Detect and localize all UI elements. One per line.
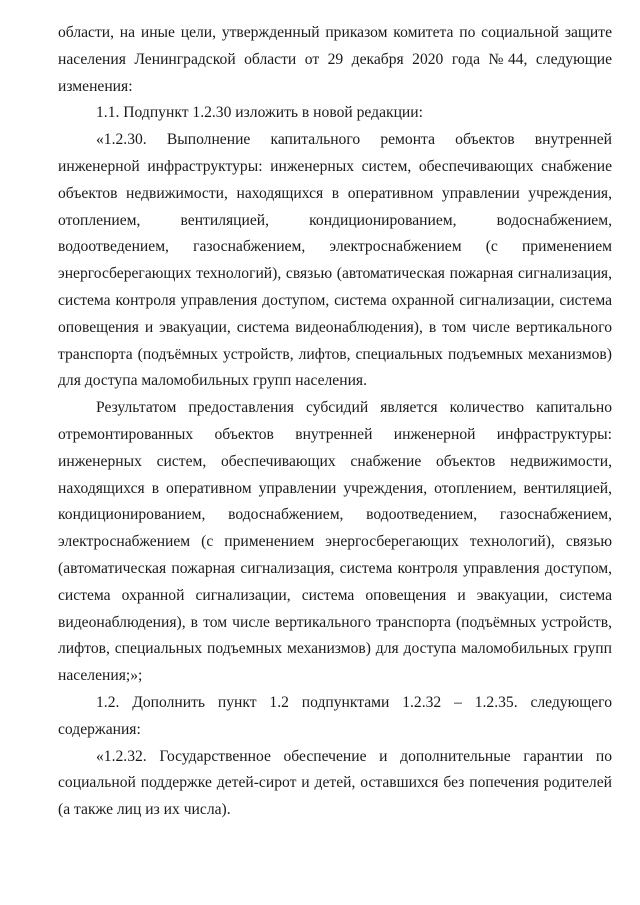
paragraph-item-1-2: 1.2. Дополнить пункт 1.2 подпунктами 1.2.32 – 1.2.35. следующего содержания: [58,693,612,738]
paragraph-item-1-1: 1.1. Подпункт 1.2.30 изложить в новой редакции: [96,104,423,122]
paragraph-subitem-1-2-30: «1.2.30. Выполнение капитального ремонта объектов внутренней инженерной инфраструктуры: инженерных систем, обеспечивающих снабжение объектов недвижимости, находящихся в оперативном управлении учреждения, отоплением, вентиляцией, кондиционированием, водоснабжением, водоотведением, газоснабжением, электроснабжением (с применением энергосберегающих технологий), связью (автоматическая пожарная сигнализация, система контроля управления доступом, система охранной сигнализации, система оповещения и эвакуации, система видеонаблюдения), в том числе вертикального транспорта (подъёмных устройств, лифтов, специальных подъемных механизмов) для доступа маломобильных групп населения. [58,131,612,390]
paragraph-subsidy-result: Результатом предоставления субсидий является количество капитально отремонтированных объектов внутренней инженерной инфраструктуры: инженерных систем, обеспечивающих снабжение объектов недвижимости, находящихся в оперативном управлении учреждения, отоплением, вентиляцией, кондиционированием, водоснабжением, водоотведением, газоснабжением, электроснабжением (с применением энергосберегающих технологий), связью (автоматическая пожарная сигнализация, система контроля управления доступом, система охранной сигнализации, система оповещения и эвакуации, система видеонаблюдения), в том числе вертикального транспорта (подъёмных устройств, лифтов, специальных подъемных механизмов) для доступа маломобильных групп населения;»; [58,399,612,685]
paragraph-continuation: области, на иные цели, утвержденный приказом комитета по социальной защите населения Ленинградской области от 29 декабря 2020 года №44, следующие изменения: [58,24,612,95]
paragraph-subitem-1-2-32: «1.2.32. Государственное обеспечение и дополнительные гарантии по социальной поддержке детей-сирот и детей, оставшихся без попечения родителей (а также лиц из их числа). [58,747,612,819]
document-page [58,20,612,824]
